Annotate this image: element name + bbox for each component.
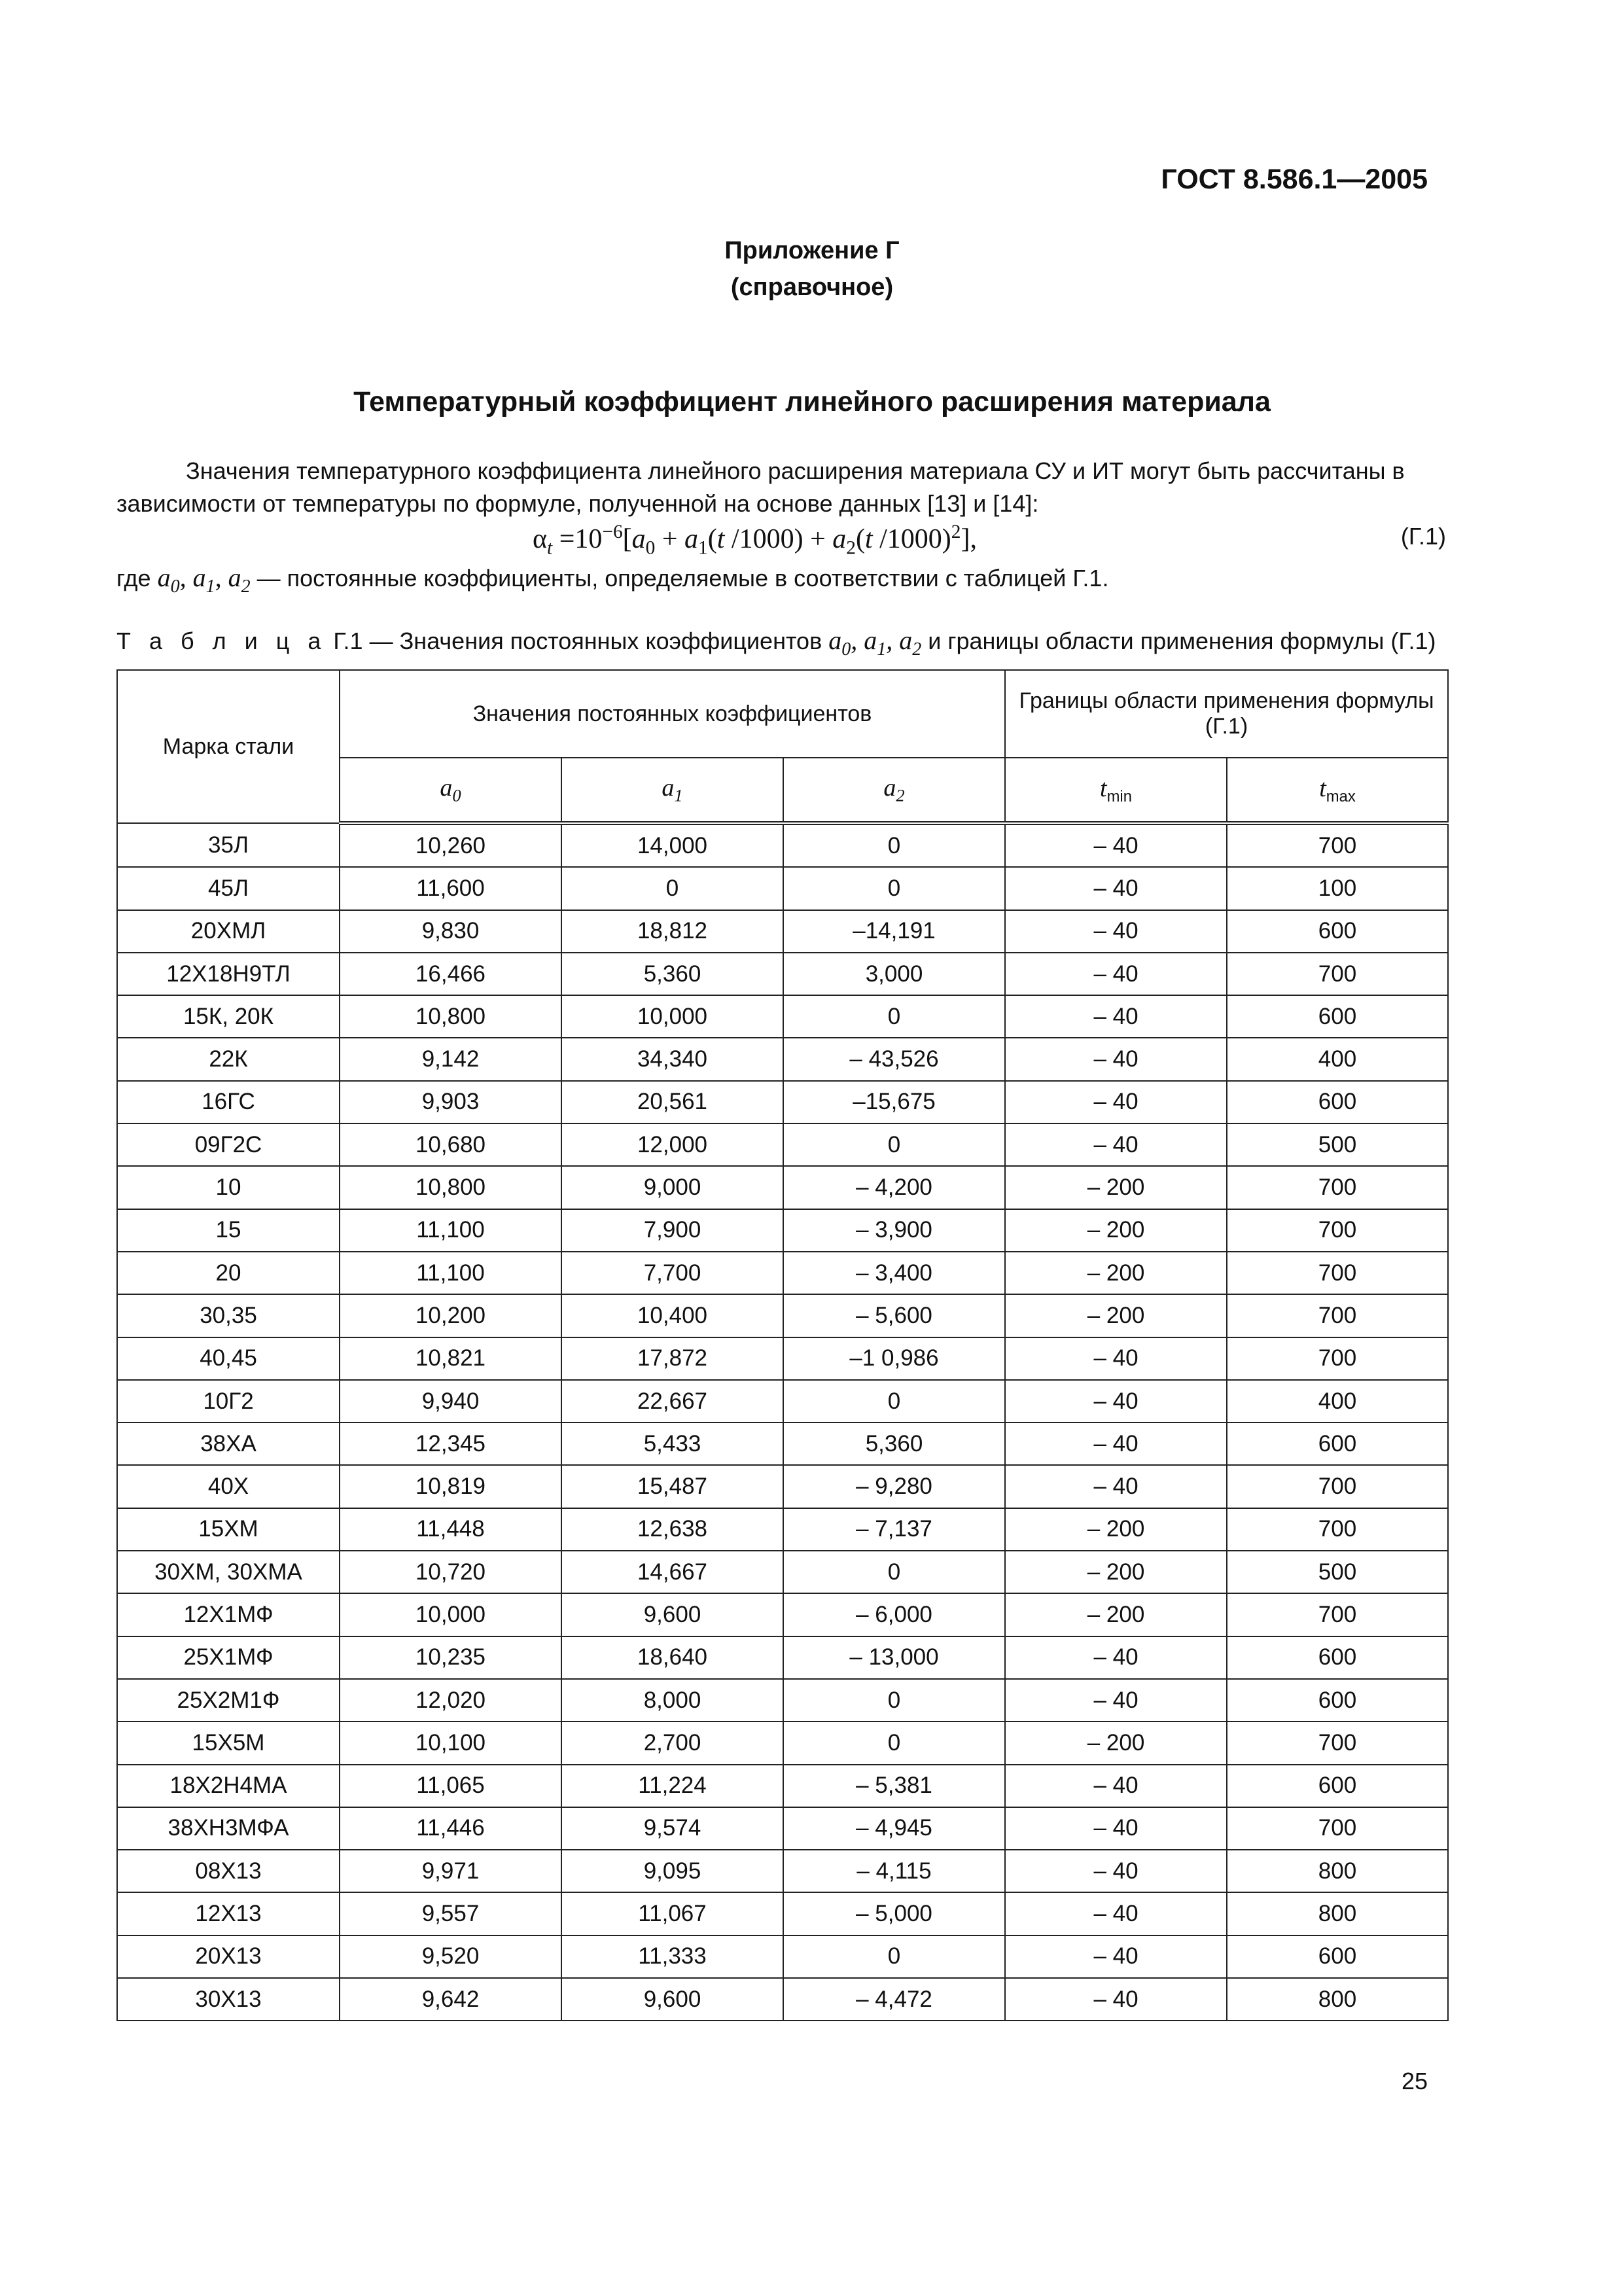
cell-a2: –14,191 xyxy=(783,910,1005,953)
coefficient-symbols: $a_0$, $a_1$, $a_2$ xyxy=(157,563,251,597)
cell-a1: 0 xyxy=(561,867,783,910)
table-caption-symbols: $a_0$, $a_1$, $a_2$ xyxy=(828,626,922,660)
cell-a1: 11,067 xyxy=(561,1892,783,1935)
cell-tmax: 500 xyxy=(1227,1123,1448,1166)
cell-a1: 12,000 xyxy=(561,1123,783,1166)
cell-a0: 10,720 xyxy=(340,1551,561,1593)
cell-a2: 5,360 xyxy=(783,1422,1005,1465)
cell-tmin: – 200 xyxy=(1005,1294,1227,1337)
cell-a2: – 7,137 xyxy=(783,1508,1005,1551)
table-body xyxy=(117,823,1448,2021)
cell-a0: 11,446 xyxy=(340,1807,561,1850)
table-row xyxy=(117,995,1448,1038)
cell-a0: 9,520 xyxy=(340,1935,561,1978)
cell-tmax: 600 xyxy=(1227,1636,1448,1679)
cell-a2: – 5,000 xyxy=(783,1892,1005,1935)
table-row xyxy=(117,910,1448,953)
cell-a1: 17,872 xyxy=(561,1337,783,1380)
cell-a1: 9,600 xyxy=(561,1593,783,1636)
table-row xyxy=(117,1593,1448,1636)
cell-steel-grade: 25Х2М1Ф xyxy=(117,1679,340,1722)
cell-a2: –1 0,986 xyxy=(783,1337,1005,1380)
table-row xyxy=(117,1465,1448,1508)
cell-tmax: 700 xyxy=(1227,1337,1448,1380)
cell-tmax: 500 xyxy=(1227,1551,1448,1593)
cell-a0: 10,680 xyxy=(340,1123,561,1166)
cell-tmax: 600 xyxy=(1227,1935,1448,1978)
cell-a1: 7,900 xyxy=(561,1209,783,1252)
cell-steel-grade: 20 xyxy=(117,1252,340,1294)
cell-a2: – 4,200 xyxy=(783,1166,1005,1209)
cell-a1: 9,600 xyxy=(561,1978,783,2021)
table-row xyxy=(117,1892,1448,1935)
standard-code: ГОСТ 8.586.1—2005 xyxy=(1161,164,1428,195)
cell-tmax: 700 xyxy=(1227,1722,1448,1764)
header-steel-grade: Марка стали xyxy=(117,670,340,823)
cell-tmax: 700 xyxy=(1227,1508,1448,1551)
cell-tmax: 700 xyxy=(1227,1209,1448,1252)
cell-a1: 10,400 xyxy=(561,1294,783,1337)
cell-tmax: 800 xyxy=(1227,1892,1448,1935)
cell-tmin: – 40 xyxy=(1005,1380,1227,1422)
cell-a0: 10,800 xyxy=(340,995,561,1038)
cell-a2: 0 xyxy=(783,1380,1005,1422)
cell-tmax: 700 xyxy=(1227,953,1448,995)
cell-tmax: 700 xyxy=(1227,1807,1448,1850)
table-row xyxy=(117,1422,1448,1465)
cell-a2: – 4,945 xyxy=(783,1807,1005,1850)
formula-row xyxy=(116,521,1446,558)
cell-tmin: – 40 xyxy=(1005,1679,1227,1722)
cell-a1: 7,700 xyxy=(561,1252,783,1294)
section-title: Температурный коэффициент линейного расширения материала xyxy=(353,386,1271,417)
header-a1: $a_1$ xyxy=(561,758,783,823)
cell-a1: 10,000 xyxy=(561,995,783,1038)
cell-a1: 11,333 xyxy=(561,1935,783,1978)
cell-a0: 12,345 xyxy=(340,1422,561,1465)
cell-steel-grade: 18Х2Н4МА xyxy=(117,1765,340,1807)
cell-steel-grade: 22К xyxy=(117,1038,340,1080)
cell-tmin: – 40 xyxy=(1005,995,1227,1038)
cell-tmax: 800 xyxy=(1227,1978,1448,2021)
cell-tmax: 600 xyxy=(1227,910,1448,953)
cell-a1: 5,433 xyxy=(561,1422,783,1465)
cell-steel-grade: 35Л xyxy=(117,823,340,867)
cell-tmax: 600 xyxy=(1227,995,1448,1038)
cell-a2: 0 xyxy=(783,1935,1005,1978)
table-row xyxy=(117,1209,1448,1252)
cell-tmin: – 40 xyxy=(1005,1935,1227,1978)
table-row xyxy=(117,1935,1448,1978)
cell-tmin: – 200 xyxy=(1005,1551,1227,1593)
cell-steel-grade: 15 xyxy=(117,1209,340,1252)
appendix-title: Приложение Г xyxy=(724,237,900,264)
cell-a2: 0 xyxy=(783,823,1005,867)
cell-tmax: 700 xyxy=(1227,1166,1448,1209)
table-row xyxy=(117,1978,1448,2021)
cell-a1: 9,574 xyxy=(561,1807,783,1850)
cell-a2: 0 xyxy=(783,1123,1005,1166)
cell-steel-grade: 38ХН3МФА xyxy=(117,1807,340,1850)
cell-a2: 0 xyxy=(783,1722,1005,1764)
table-row xyxy=(117,1551,1448,1593)
cell-steel-grade: 40Х xyxy=(117,1465,340,1508)
cell-a0: 10,821 xyxy=(340,1337,561,1380)
cell-a2: – 3,400 xyxy=(783,1252,1005,1294)
cell-a1: 14,000 xyxy=(561,823,783,867)
table-row xyxy=(117,953,1448,995)
cell-a0: 12,020 xyxy=(340,1679,561,1722)
table-row xyxy=(117,823,1448,867)
cell-a0: 10,800 xyxy=(340,1166,561,1209)
cell-a2: –15,675 xyxy=(783,1081,1005,1123)
cell-a1: 22,667 xyxy=(561,1380,783,1422)
cell-steel-grade: 20Х13 xyxy=(117,1935,340,1978)
table-row xyxy=(117,1508,1448,1551)
cell-tmin: – 40 xyxy=(1005,1465,1227,1508)
table-row xyxy=(117,1722,1448,1764)
formula-number: (Г.1) xyxy=(1400,523,1446,550)
formula: $\alpha_t =10^{-6}[a_0 + a_1(t$ $/1000) + a_2(t$ /1000)$^2$], xyxy=(533,521,977,559)
header-limits: Границы области применения формулы (Г.1) xyxy=(1005,670,1448,758)
cell-a2: 3,000 xyxy=(783,953,1005,995)
cell-tmax: 700 xyxy=(1227,823,1448,867)
table-row xyxy=(117,1337,1448,1380)
header-constants: Значения постоянных коэффициентов xyxy=(340,670,1005,758)
cell-tmin: – 200 xyxy=(1005,1209,1227,1252)
cell-tmax: 100 xyxy=(1227,867,1448,910)
intro-paragraph: Значения температурного коэффициента линейного расширения материала СУ и ИТ могут быть рассчитаны в зависимости от температуры по формуле, полученной на основе данных [13] и [14]: xyxy=(116,457,1405,517)
header-a2: $a_2$ xyxy=(783,758,1005,823)
cell-tmin: – 40 xyxy=(1005,1807,1227,1850)
cell-steel-grade: 25Х1МФ xyxy=(117,1636,340,1679)
cell-a1: 9,095 xyxy=(561,1850,783,1892)
cell-steel-grade: 08Х13 xyxy=(117,1850,340,1892)
cell-tmin: – 40 xyxy=(1005,823,1227,867)
cell-a0: 9,940 xyxy=(340,1380,561,1422)
cell-a2: 0 xyxy=(783,867,1005,910)
cell-steel-grade: 30Х13 xyxy=(117,1978,340,2021)
cell-a0: 9,830 xyxy=(340,910,561,953)
header-tmax: $t_{max}$ xyxy=(1227,758,1448,823)
cell-steel-grade: 09Г2С xyxy=(117,1123,340,1166)
cell-tmin: – 40 xyxy=(1005,1337,1227,1380)
cell-tmin: – 200 xyxy=(1005,1722,1227,1764)
cell-tmax: 800 xyxy=(1227,1850,1448,1892)
legend-prefix: где xyxy=(116,565,151,592)
cell-a2: 0 xyxy=(783,995,1005,1038)
cell-a1: 20,561 xyxy=(561,1081,783,1123)
appendix-heading xyxy=(0,232,1624,306)
cell-tmin: – 40 xyxy=(1005,1038,1227,1080)
page-number: 25 xyxy=(1401,2068,1428,2094)
table-caption-text: — Значения постоянных коэффициентов xyxy=(369,627,822,654)
cell-tmin: – 200 xyxy=(1005,1593,1227,1636)
cell-tmax: 600 xyxy=(1227,1081,1448,1123)
table-row xyxy=(117,1807,1448,1850)
cell-a2: – 6,000 xyxy=(783,1593,1005,1636)
cell-a2: – 5,381 xyxy=(783,1765,1005,1807)
cell-tmin: – 200 xyxy=(1005,1252,1227,1294)
table-caption-id: Г.1 xyxy=(333,627,363,654)
cell-a0: 9,642 xyxy=(340,1978,561,2021)
cell-steel-grade: 30ХМ, 30ХМА xyxy=(117,1551,340,1593)
cell-tmin: – 40 xyxy=(1005,1892,1227,1935)
table-row xyxy=(117,1294,1448,1337)
cell-tmax: 600 xyxy=(1227,1765,1448,1807)
cell-a0: 11,448 xyxy=(340,1508,561,1551)
header-tmax-sub: max xyxy=(1326,787,1356,805)
cell-a0: 9,557 xyxy=(340,1892,561,1935)
table-row xyxy=(117,1038,1448,1080)
cell-a0: 10,260 xyxy=(340,823,561,867)
cell-tmin: – 200 xyxy=(1005,1166,1227,1209)
legend-suffix: — постоянные коэффициенты, определяемые в соответствии с таблицей Г.1. xyxy=(256,565,1109,592)
cell-steel-grade: 12Х1МФ xyxy=(117,1593,340,1636)
cell-a2: 0 xyxy=(783,1551,1005,1593)
table-caption-suffix: и границы области применения формулы (Г.1) xyxy=(928,627,1436,654)
header-tmin-sub: min xyxy=(1106,787,1132,805)
cell-tmax: 600 xyxy=(1227,1422,1448,1465)
cell-a2: 0 xyxy=(783,1679,1005,1722)
coefficients-table xyxy=(116,669,1449,2021)
cell-tmin: – 40 xyxy=(1005,1978,1227,2021)
cell-a0: 9,971 xyxy=(340,1850,561,1892)
cell-a0: 10,100 xyxy=(340,1722,561,1764)
cell-steel-grade: 20ХМЛ xyxy=(117,910,340,953)
cell-tmax: 700 xyxy=(1227,1294,1448,1337)
cell-a1: 18,640 xyxy=(561,1636,783,1679)
table-row xyxy=(117,867,1448,910)
cell-steel-grade: 15Х5М xyxy=(117,1722,340,1764)
cell-a2: – 5,600 xyxy=(783,1294,1005,1337)
cell-steel-grade: 15К, 20К xyxy=(117,995,340,1038)
table-row xyxy=(117,1380,1448,1422)
cell-a2: – 43,526 xyxy=(783,1038,1005,1080)
cell-a0: 11,065 xyxy=(340,1765,561,1807)
cell-a0: 11,100 xyxy=(340,1209,561,1252)
cell-tmax: 700 xyxy=(1227,1593,1448,1636)
cell-a2: – 4,115 xyxy=(783,1850,1005,1892)
table-row xyxy=(117,1166,1448,1209)
appendix-status: (справочное) xyxy=(730,274,894,301)
cell-a2: – 13,000 xyxy=(783,1636,1005,1679)
cell-a1: 5,360 xyxy=(561,953,783,995)
cell-steel-grade: 10Г2 xyxy=(117,1380,340,1422)
cell-a2: – 3,900 xyxy=(783,1209,1005,1252)
cell-tmax: 700 xyxy=(1227,1465,1448,1508)
table-row xyxy=(117,1123,1448,1166)
cell-a0: 10,235 xyxy=(340,1636,561,1679)
cell-steel-grade: 38ХА xyxy=(117,1422,340,1465)
cell-tmin: – 40 xyxy=(1005,867,1227,910)
cell-a0: 11,100 xyxy=(340,1252,561,1294)
cell-steel-grade: 45Л xyxy=(117,867,340,910)
cell-a1: 14,667 xyxy=(561,1551,783,1593)
cell-tmax: 400 xyxy=(1227,1038,1448,1080)
cell-steel-grade: 30,35 xyxy=(117,1294,340,1337)
cell-steel-grade: 12Х18Н9ТЛ xyxy=(117,953,340,995)
table-caption xyxy=(116,625,1436,660)
header-tmin: $t_{min}$ xyxy=(1005,758,1227,823)
cell-a2: – 4,472 xyxy=(783,1978,1005,2021)
cell-a0: 10,200 xyxy=(340,1294,561,1337)
cell-tmin: – 40 xyxy=(1005,1123,1227,1166)
cell-tmin: – 40 xyxy=(1005,953,1227,995)
cell-a2: – 9,280 xyxy=(783,1465,1005,1508)
table-row xyxy=(117,1679,1448,1722)
table-row xyxy=(117,1765,1448,1807)
cell-tmax: 600 xyxy=(1227,1679,1448,1722)
cell-steel-grade: 40,45 xyxy=(117,1337,340,1380)
cell-steel-grade: 15ХМ xyxy=(117,1508,340,1551)
formula-legend xyxy=(116,561,1108,603)
cell-a0: 9,903 xyxy=(340,1081,561,1123)
cell-a1: 2,700 xyxy=(561,1722,783,1764)
cell-a0: 16,466 xyxy=(340,953,561,995)
cell-steel-grade: 16ГС xyxy=(117,1081,340,1123)
cell-tmax: 400 xyxy=(1227,1380,1448,1422)
cell-a1: 8,000 xyxy=(561,1679,783,1722)
table-row xyxy=(117,1636,1448,1679)
cell-tmax: 700 xyxy=(1227,1252,1448,1294)
cell-tmin: – 40 xyxy=(1005,1636,1227,1679)
cell-a1: 34,340 xyxy=(561,1038,783,1080)
cell-a1: 12,638 xyxy=(561,1508,783,1551)
cell-tmin: – 40 xyxy=(1005,1081,1227,1123)
cell-tmin: – 40 xyxy=(1005,1422,1227,1465)
cell-steel-grade: 12Х13 xyxy=(117,1892,340,1935)
cell-a1: 15,487 xyxy=(561,1465,783,1508)
cell-a0: 10,819 xyxy=(340,1465,561,1508)
table-row xyxy=(117,1850,1448,1892)
cell-a1: 18,812 xyxy=(561,910,783,953)
cell-a0: 10,000 xyxy=(340,1593,561,1636)
cell-a1: 9,000 xyxy=(561,1166,783,1209)
cell-tmin: – 40 xyxy=(1005,1850,1227,1892)
cell-tmin: – 40 xyxy=(1005,910,1227,953)
table-row xyxy=(117,1252,1448,1294)
cell-a1: 11,224 xyxy=(561,1765,783,1807)
cell-steel-grade: 10 xyxy=(117,1166,340,1209)
cell-tmin: – 200 xyxy=(1005,1508,1227,1551)
cell-a0: 9,142 xyxy=(340,1038,561,1080)
table-row xyxy=(117,1081,1448,1123)
cell-a0: 11,600 xyxy=(340,867,561,910)
table-caption-prefix: Т а б л и ц а xyxy=(116,627,327,654)
header-a0: $a_0$ xyxy=(340,758,561,823)
cell-tmin: – 40 xyxy=(1005,1765,1227,1807)
